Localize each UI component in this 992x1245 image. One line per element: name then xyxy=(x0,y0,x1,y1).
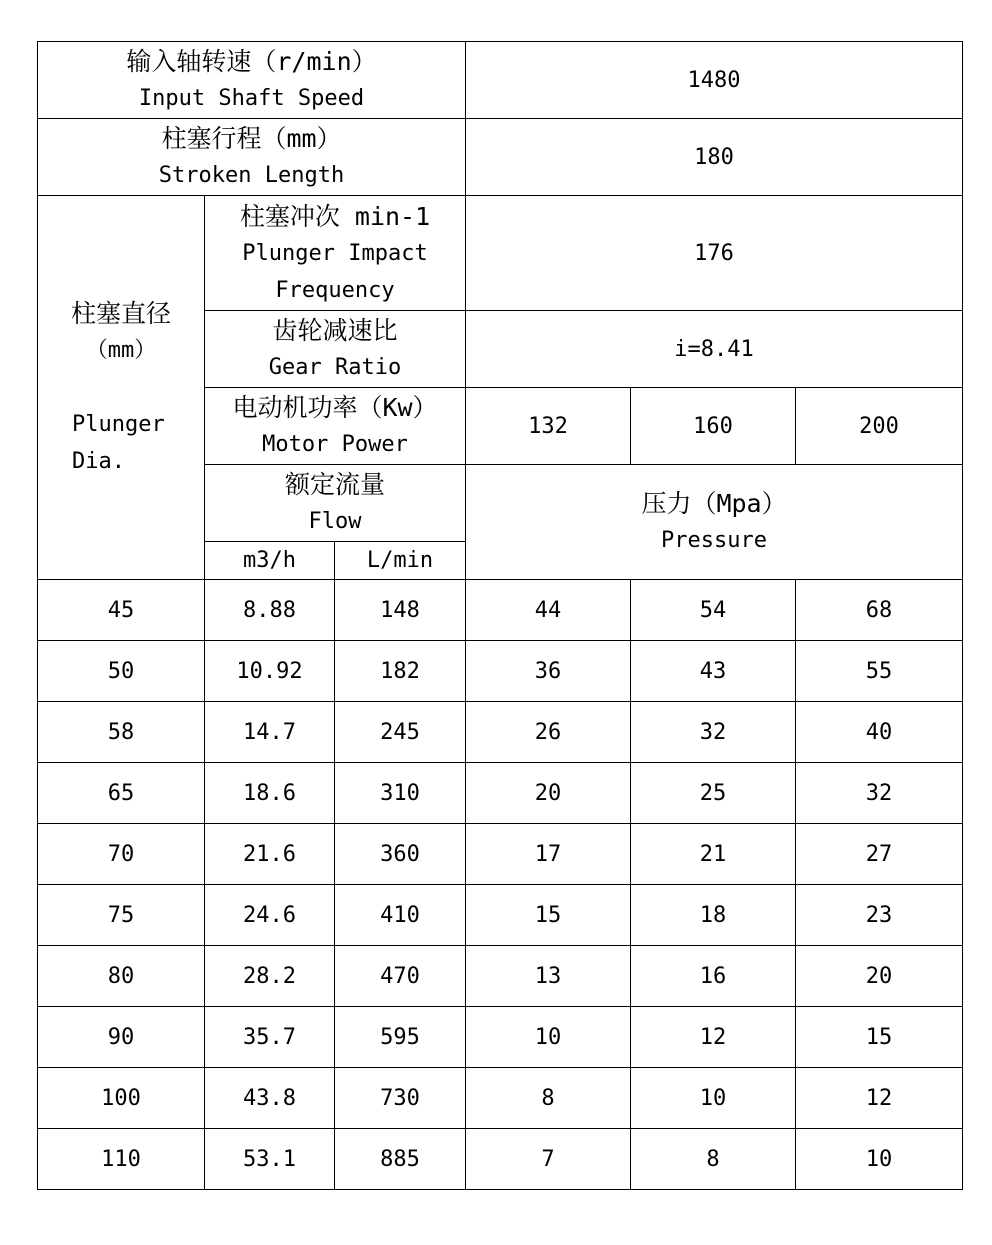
pressure-cell-3: 12 xyxy=(796,1068,963,1129)
plunger-dia-en1: Plunger xyxy=(72,412,165,437)
flow-m3h-cell: 14.7 xyxy=(205,702,335,763)
flow-lmin-cell: 730 xyxy=(335,1068,466,1129)
flow-m3h-cell: 24.6 xyxy=(205,885,335,946)
motor-power-3: 200 xyxy=(796,388,963,465)
table-row xyxy=(38,702,963,763)
flow-m3h-cell: 18.6 xyxy=(205,763,335,824)
pressure-cell-1: 8 xyxy=(466,1068,631,1129)
pressure-cell-3: 27 xyxy=(796,824,963,885)
pressure-cell-2: 43 xyxy=(631,641,796,702)
pressure-header-en: Pressure xyxy=(661,528,768,553)
flow-lmin-cell: 885 xyxy=(335,1129,466,1190)
data-rows xyxy=(38,580,963,1190)
plunger-dia-zh2: （mm） xyxy=(85,338,157,363)
flow-m3h-cell: 28.2 xyxy=(205,946,335,1007)
motor-power-2: 160 xyxy=(631,388,796,465)
pressure-cell-1: 13 xyxy=(466,946,631,1007)
flow-m3h-cell: 53.1 xyxy=(205,1129,335,1190)
table-row xyxy=(38,824,963,885)
pressure-cell-1: 7 xyxy=(466,1129,631,1190)
plunger-dia-cell: 70 xyxy=(38,824,205,885)
flow-m3h-cell: 10.92 xyxy=(205,641,335,702)
flow-lmin-cell: 148 xyxy=(335,580,466,641)
plunger-dia-cell: 90 xyxy=(38,1007,205,1068)
flow-m3h-cell: 43.8 xyxy=(205,1068,335,1129)
pressure-cell-2: 21 xyxy=(631,824,796,885)
input-speed-label-zh: 输入轴转速（r/min） xyxy=(126,47,377,76)
pressure-cell-1: 15 xyxy=(466,885,631,946)
stroke-label-zh: 柱塞行程（mm） xyxy=(161,124,342,153)
input-speed-value: 1480 xyxy=(466,42,963,119)
impact-label-en2: Frequency xyxy=(275,277,395,303)
plunger-dia-cell: 65 xyxy=(38,763,205,824)
stroke-label-en: Stroken Length xyxy=(158,163,345,188)
pressure-cell-2: 8 xyxy=(631,1129,796,1190)
flow-lmin-cell: 360 xyxy=(335,824,466,885)
flow-lmin-cell: 245 xyxy=(335,702,466,763)
plunger-dia-header xyxy=(38,196,205,580)
motor-label-en: Motor Power xyxy=(262,432,408,457)
flow-unit-lmin: L/min xyxy=(335,542,466,580)
flow-label-zh: 额定流量 xyxy=(285,470,386,499)
gear-value: i=8.41 xyxy=(466,311,963,388)
pressure-cell-2: 18 xyxy=(631,885,796,946)
table-row xyxy=(38,641,963,702)
gear-label-en: Gear Ratio xyxy=(268,355,402,380)
flow-lmin-cell: 595 xyxy=(335,1007,466,1068)
pressure-cell-2: 54 xyxy=(631,580,796,641)
pressure-cell-1: 17 xyxy=(466,824,631,885)
stroke-label xyxy=(38,119,466,196)
pressure-cell-1: 10 xyxy=(466,1007,631,1068)
pump-spec-table xyxy=(37,41,963,1190)
pressure-header xyxy=(466,465,963,580)
plunger-dia-en2: Dia. xyxy=(72,449,125,474)
pressure-cell-2: 25 xyxy=(631,763,796,824)
plunger-dia-cell: 100 xyxy=(38,1068,205,1129)
pressure-cell-3: 68 xyxy=(796,580,963,641)
spec-sheet xyxy=(37,41,963,1190)
pressure-header-zh: 压力（Mpa） xyxy=(641,489,787,518)
pressure-cell-3: 20 xyxy=(796,946,963,1007)
plunger-dia-zh1: 柱塞直径 xyxy=(70,299,171,328)
motor-label xyxy=(205,388,466,465)
table-row xyxy=(38,1068,963,1129)
flow-m3h-cell: 35.7 xyxy=(205,1007,335,1068)
pressure-cell-1: 20 xyxy=(466,763,631,824)
pressure-cell-3: 40 xyxy=(796,702,963,763)
gear-label-zh: 齿轮减速比 xyxy=(272,316,398,345)
impact-label-zh: 柱塞冲次 min-1 xyxy=(239,201,431,231)
plunger-dia-cell: 45 xyxy=(38,580,205,641)
pressure-cell-1: 36 xyxy=(466,641,631,702)
pressure-cell-2: 32 xyxy=(631,702,796,763)
pressure-cell-2: 10 xyxy=(631,1068,796,1129)
table-row xyxy=(38,763,963,824)
pressure-cell-3: 10 xyxy=(796,1129,963,1190)
row-impact xyxy=(38,196,963,311)
table-row xyxy=(38,946,963,1007)
stroke-value: 180 xyxy=(466,119,963,196)
flow-lmin-cell: 310 xyxy=(335,763,466,824)
pressure-cell-3: 55 xyxy=(796,641,963,702)
pressure-cell-3: 23 xyxy=(796,885,963,946)
motor-power-1: 132 xyxy=(466,388,631,465)
flow-label-en: Flow xyxy=(308,509,362,534)
flow-lmin-cell: 182 xyxy=(335,641,466,702)
input-speed-label xyxy=(38,42,466,119)
row-input-speed xyxy=(38,42,963,119)
row-stroke xyxy=(38,119,963,196)
table-row xyxy=(38,885,963,946)
plunger-dia-cell: 58 xyxy=(38,702,205,763)
flow-m3h-cell: 21.6 xyxy=(205,824,335,885)
pressure-cell-2: 16 xyxy=(631,946,796,1007)
table-row xyxy=(38,1129,963,1190)
impact-label-en1: Plunger Impact xyxy=(242,240,428,266)
pressure-cell-1: 26 xyxy=(466,702,631,763)
plunger-dia-cell: 50 xyxy=(38,641,205,702)
flow-lmin-cell: 410 xyxy=(335,885,466,946)
pressure-cell-2: 12 xyxy=(631,1007,796,1068)
gear-label xyxy=(205,311,466,388)
impact-value: 176 xyxy=(466,196,963,311)
flow-unit-m3h: m3/h xyxy=(205,542,335,580)
plunger-dia-cell: 110 xyxy=(38,1129,205,1190)
pressure-cell-3: 15 xyxy=(796,1007,963,1068)
plunger-dia-cell: 80 xyxy=(38,946,205,1007)
motor-label-zh: 电动机功率（Kw） xyxy=(232,393,438,422)
flow-lmin-cell: 470 xyxy=(335,946,466,1007)
flow-label xyxy=(205,465,466,542)
input-speed-label-en: Input Shaft Speed xyxy=(138,86,365,111)
pressure-cell-1: 44 xyxy=(466,580,631,641)
table-row xyxy=(38,1007,963,1068)
table-row xyxy=(38,580,963,641)
impact-label xyxy=(205,196,466,311)
plunger-dia-cell: 75 xyxy=(38,885,205,946)
pressure-cell-3: 32 xyxy=(796,763,963,824)
flow-m3h-cell: 8.88 xyxy=(205,580,335,641)
